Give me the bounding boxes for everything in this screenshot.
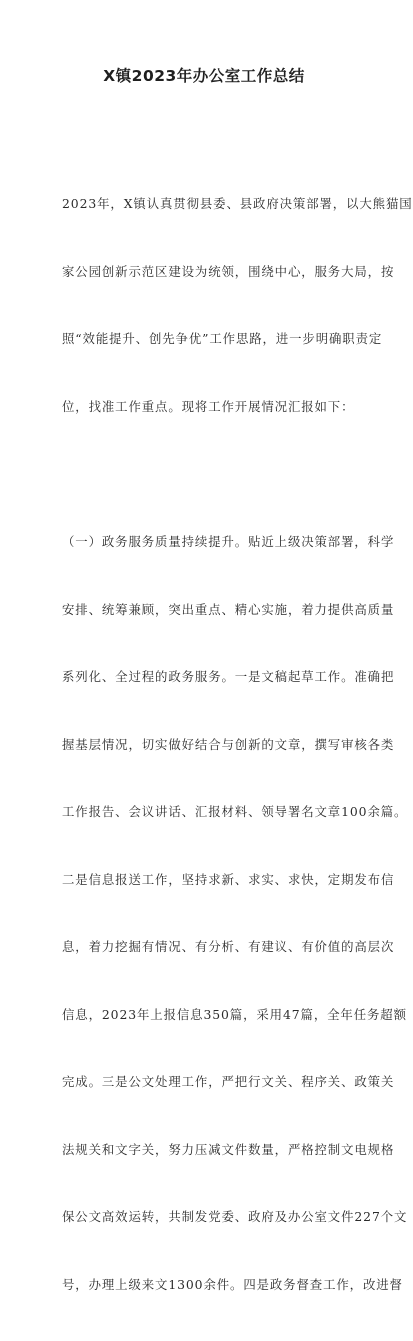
paragraph-line: 二是信息报送工作，坚持求新、求实、求快，定期发布信 [62, 871, 395, 887]
paragraph-line: 系列化、全过程的政务服务。一是文稿起草工作。准确把 [62, 669, 395, 684]
paragraph-line: 息，着力挖掘有情况、有分析、有建议、有价值的高层次 [62, 939, 395, 954]
intro-paragraph [62, 148, 413, 463]
paragraph-line: 安排、统筹兼顾，突出重点、精心实施，着力提供高质量 [62, 601, 395, 617]
paragraph-line: 2023年，X镇认真贯彻县委、县政府决策部署，以大熊猫国 [62, 196, 413, 211]
paragraph-line: 家公园创新示范区建设为统领，围绕中心，服务大局，按 [62, 263, 395, 279]
paragraph-line: 保公文高效运转，共制发党委、政府及办公室文件227个文 [62, 1209, 408, 1224]
paragraph-line: 位，找准工作重点。现将工作开展情况汇报如下： [62, 398, 355, 414]
paragraph-line: 握基层情况，切实做好结合与创新的文章，撰写审核各类 [62, 736, 395, 752]
paragraph-line: 信息，2023年上报信息350篇，采用47篇，全年任务超额 [62, 1006, 407, 1022]
paragraph-line: 工作报告、会议讲话、汇报材料、领导署名文章100余篇。 [62, 804, 408, 819]
paragraph-line: （一）政务服务质量持续提升。贴近上级决策部署，科学 [62, 534, 395, 549]
paragraph-line: 照“效能提升、创先争优”工作思路，进一步明确职责定 [62, 331, 383, 346]
document-body [62, 148, 413, 1341]
paragraph-line: 完成。三是公文处理工作，严把行文关、程序关、政策关 [62, 1074, 395, 1089]
section-one-paragraph [62, 486, 408, 1341]
paragraph-line: 法规关和文字关，努力压减文件数量，严格控制文电规格 [62, 1141, 395, 1157]
paragraph-line: 号，办理上级来文1300余件。四是政务督查工作，改进督 [62, 1276, 403, 1292]
document-title: X镇2023年办公室工作总结 [103, 67, 305, 85]
